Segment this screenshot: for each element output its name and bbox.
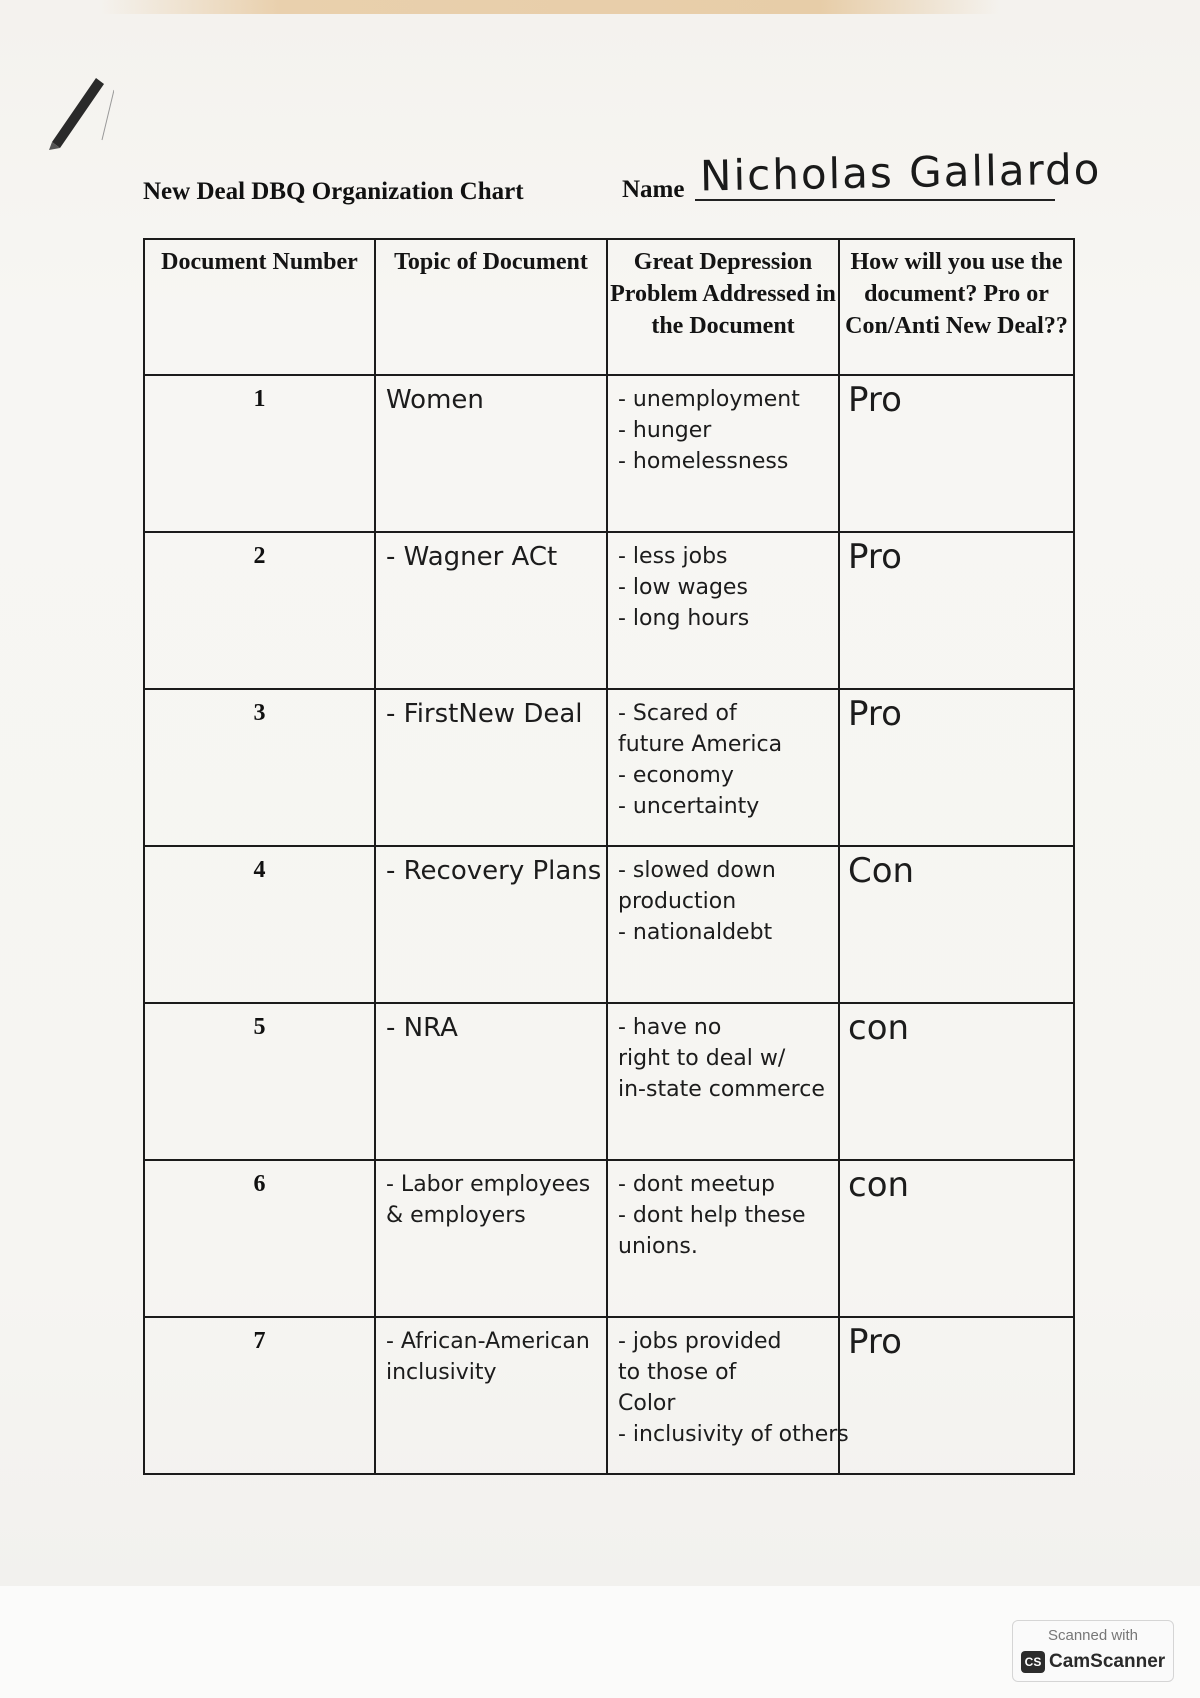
document-number-cell: 5	[144, 1003, 375, 1160]
problem-line: - nationaldebt	[618, 920, 773, 945]
watermark-caption: Scanned with	[1047, 1627, 1139, 1644]
page-title: New Deal DBQ Organization Chart	[143, 178, 524, 205]
topic-cell	[375, 846, 607, 1003]
problem-line: to those of	[618, 1360, 737, 1385]
problem-line: unions.	[618, 1234, 698, 1259]
watermark-brand: CamScanner	[1049, 1651, 1166, 1672]
problem-line: - have no	[618, 1015, 722, 1040]
problem-line: - uncertainty	[618, 794, 760, 819]
document-number-cell: 4	[144, 846, 375, 1003]
problem-line: - homelessness	[618, 449, 789, 474]
topic-cell	[375, 1160, 607, 1317]
topic-line: - Labor employees	[386, 1172, 591, 1197]
table-row	[144, 532, 1074, 689]
problem-line: - low wages	[618, 575, 748, 600]
pro-con-cell: Pro	[839, 532, 1074, 689]
problem-cell	[607, 375, 839, 532]
table-header-row	[144, 239, 1074, 375]
name-label: Name	[622, 176, 685, 203]
table-row	[144, 846, 1074, 1003]
topic-line: - FirstNew Deal	[386, 699, 583, 729]
problem-line: Color	[618, 1391, 676, 1416]
camscanner-watermark	[1012, 1620, 1174, 1682]
topic-cell	[375, 689, 607, 846]
problem-line: - economy	[618, 763, 734, 788]
pro-con-cell: Pro	[839, 689, 1074, 846]
topic-cell	[375, 1003, 607, 1160]
problem-line: - unemployment	[618, 387, 800, 412]
document-number-cell: 2	[144, 532, 375, 689]
problem-cell	[607, 532, 839, 689]
problem-line: right to deal w/	[618, 1046, 786, 1071]
page-edge-shadow	[100, 0, 1000, 14]
topic-line: - NRA	[386, 1013, 458, 1043]
problem-line: - inclusivity of others	[618, 1422, 849, 1447]
problem-line: - Scared of	[618, 701, 737, 726]
problem-line: - jobs provided	[618, 1329, 782, 1354]
pro-con-cell: con	[839, 1160, 1074, 1317]
pro-con-cell: con	[839, 1003, 1074, 1160]
topic-cell	[375, 375, 607, 532]
problem-cell	[607, 846, 839, 1003]
problem-line: - hunger	[618, 418, 712, 443]
pro-con-cell: Pro	[839, 1317, 1074, 1474]
student-name: Nicholas Gallardo	[699, 144, 1102, 201]
column-header-topic: Topic of Document	[375, 239, 607, 375]
topic-cell	[375, 1317, 607, 1474]
problem-line: - dont meetup	[618, 1172, 775, 1197]
column-header-problem: Great Depression Problem Addressed in the Document	[607, 239, 839, 375]
problem-line: - long hours	[618, 606, 750, 631]
table-row	[144, 1160, 1074, 1317]
topic-line: inclusivity	[386, 1360, 497, 1385]
pro-con-cell: Pro	[839, 375, 1074, 532]
problem-cell	[607, 689, 839, 846]
pro-con-cell: Con	[839, 846, 1074, 1003]
problem-line: future America	[618, 732, 783, 757]
table-row	[144, 689, 1074, 846]
document-number-cell: 3	[144, 689, 375, 846]
problem-cell	[607, 1003, 839, 1160]
problem-cell	[607, 1317, 849, 1474]
document-number-cell: 7	[144, 1317, 375, 1474]
topic-line: Women	[386, 385, 484, 415]
column-header-document-number: Document Number	[144, 239, 375, 375]
topic-line: - African-American	[386, 1329, 590, 1354]
topic-cell	[375, 532, 607, 689]
problem-line: - slowed down	[618, 858, 776, 883]
organization-chart-table	[143, 238, 1075, 1475]
problem-line: production	[618, 889, 737, 914]
topic-line: & employers	[386, 1203, 526, 1228]
camscanner-logo-icon: CS	[1021, 1651, 1045, 1673]
document-number-cell: 6	[144, 1160, 375, 1317]
column-header-use: How will you use the document? Pro or Con/Anti New Deal??	[839, 239, 1074, 375]
table-row	[144, 375, 1074, 532]
table-row	[144, 1003, 1074, 1160]
table-body	[144, 375, 1074, 1474]
problem-line: in-state commerce	[618, 1077, 825, 1102]
problem-line: - less jobs	[618, 544, 728, 569]
topic-line: - Recovery Plans	[386, 856, 602, 886]
topic-line: - Wagner ACt	[386, 542, 558, 572]
document-number-cell: 1	[144, 375, 375, 532]
table-row	[144, 1317, 1074, 1474]
problem-cell	[607, 1160, 839, 1317]
pencil-icon	[44, 70, 114, 150]
problem-line: - dont help these	[618, 1203, 806, 1228]
